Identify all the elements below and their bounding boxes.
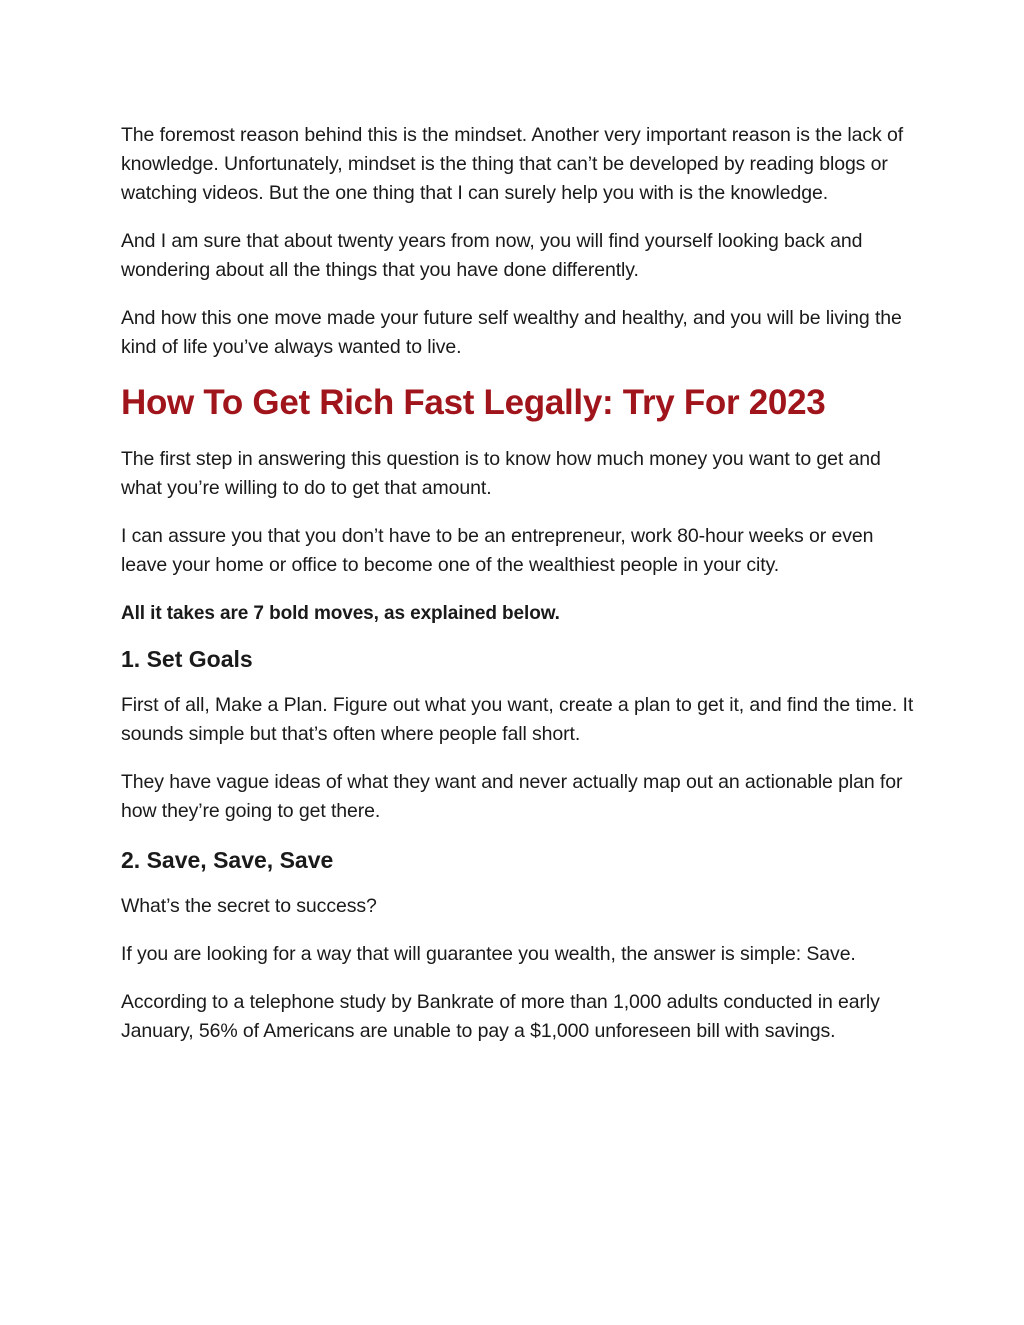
intro-paragraph: The foremost reason behind this is the mindset. Another very important reason is the lack of knowledge. Unfortunately, mindset is the thing that can’t be developed by reading blogs or watching videos. But the one thing that I can surely help you with is the knowledge. <box>121 124 904 204</box>
step-heading: 2. Save, Save, Save <box>121 847 334 873</box>
step-paragraph: If you are looking for a way that will guarantee you wealth, the answer is simple: Save. <box>121 943 856 965</box>
intro-paragraph: And how this one move made your future self wealthy and healthy, and you will be living the kind of life you’ve always wanted to live. <box>121 307 902 358</box>
document-page <box>121 121 921 1065</box>
section-heading: How To Get Rich Fast Legally: Try For 2023 <box>121 383 826 422</box>
bold-callout: All it takes are 7 bold moves, as explained below. <box>121 603 560 624</box>
step-paragraph: What’s the secret to success? <box>121 895 377 917</box>
section-body <box>121 445 921 628</box>
step-heading: 1. Set Goals <box>121 646 253 672</box>
step-paragraph: According to a telephone study by Bankrate of more than 1,000 adults conducted in early January, 56% of Americans are unable to pay a $1,000 unforeseen bill with savings. <box>121 991 880 1042</box>
section-paragraph: I can assure you that you don’t have to be an entrepreneur, work 80-hour weeks or even leave your home or office to become one of the wealthiest people in your city. <box>121 525 874 576</box>
intro-section <box>121 121 921 362</box>
step-paragraph: First of all, Make a Plan. Figure out what you want, create a plan to get it, and find the time. It sounds simple but that’s often where people fall short. <box>121 694 914 745</box>
step-2 <box>121 845 921 1046</box>
section-paragraph: The first step in answering this question is to know how much money you want to get and what you’re willing to do to get that amount. <box>121 448 881 499</box>
step-paragraph: They have vague ideas of what they want and never actually map out an actionable plan for how they’re going to get there. <box>121 771 903 822</box>
step-1 <box>121 644 921 826</box>
intro-paragraph: And I am sure that about twenty years from now, you will find yourself looking back and wondering about all the things that you have done differently. <box>121 230 863 281</box>
